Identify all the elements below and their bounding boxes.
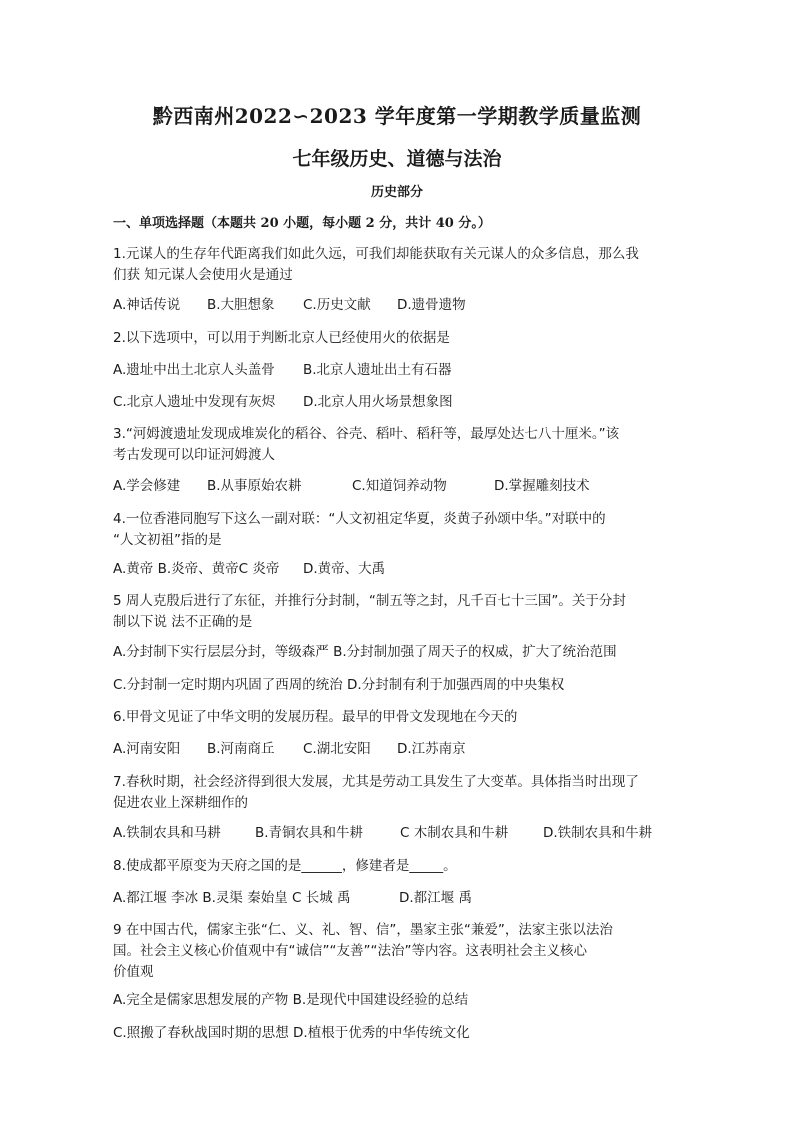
question-line: 考古发现可以印证河姆渡人 <box>113 447 275 463</box>
option-a: A.河南安阳 <box>113 741 181 757</box>
options-4 <box>113 559 693 580</box>
question-line: 9 在中国古代，儒家主张“仁、义、礼、智、信”，墨家主张“兼爱”，法家主张以法治 <box>113 922 613 938</box>
question-line: “人文初祖”指的是 <box>113 532 222 548</box>
question-line: 5 周人克殷后进行了东征，并推行分封制，“制五等之封，凡千百七十三国”。关于分封 <box>113 593 626 609</box>
option-d: D.掌握雕刻技术 <box>494 478 590 494</box>
option-a: A.遗址中出土北京人头盖骨 <box>113 362 275 378</box>
options-9 <box>113 990 693 1011</box>
question-line: 1.元谋人的生存年代距离我们如此久远，可我们却能获取有关元谋人的众多信息，那么我 <box>113 246 639 262</box>
exam-subtitle: 七年级历史、道德与法治 <box>292 148 502 170</box>
options-5b <box>113 675 693 696</box>
option-c: C.历史文献 <box>303 297 371 313</box>
option-d: D.黄帝、大禹 <box>303 561 386 577</box>
question-7 <box>113 772 693 814</box>
option-d: D.铁制农具和牛耕 <box>543 825 653 841</box>
option-c: C.北京人遗址中发现有灰烬 <box>113 394 276 410</box>
option-a: A.学会修建 <box>113 478 181 494</box>
question-5 <box>113 591 693 633</box>
question-line: 3.“河姆渡遗址发现成堆炭化的稻谷、谷壳、稻叶、稻秆等，最厚处达七八十厘米。”该 <box>113 426 620 442</box>
question-line: 促进农业上深耕细作的 <box>113 795 248 811</box>
option-b: B.大胆想象 <box>207 297 275 313</box>
option-b: B.北京人遗址出土有石器 <box>303 362 452 378</box>
question-4 <box>113 509 693 551</box>
question-1 <box>113 244 693 286</box>
option-b: B.河南商丘 <box>207 741 275 757</box>
option-d: D.遗骨遗物 <box>397 297 466 313</box>
question-line: 制以下说 法不正确的是 <box>113 614 253 630</box>
question-line: 8.使成都平原变为天府之国的是______，修建者是_____。 <box>113 858 457 874</box>
question-line: 4.一位香港同胞写下这么一副对联：“人文初祖定华夏，炎黄子孙颂中华。”对联中的 <box>113 511 606 527</box>
options-1 <box>113 295 693 316</box>
part-title: 历史部分 <box>370 185 423 200</box>
option-d: D.江苏南京 <box>397 741 466 757</box>
option-c: C.湖北安阳 <box>303 741 371 757</box>
option-b: B.从事原始农耕 <box>207 478 302 494</box>
question-line: 国。社会主义核心价值观中有“诚信”“友善”“法治”等内容。这表明社会主义核心 <box>113 943 587 959</box>
option-d: D.北京人用火场景想象图 <box>303 394 453 410</box>
option-abc: A.黄帝 B.炎帝、黄帝C 炎帝 <box>113 561 280 577</box>
option-ab: A.分封制下实行层层分封，等级森严 B.分封制加强了周天子的权威，扩大了统治范围 <box>113 644 617 660</box>
exam-title: 黔西南州2022∽2023 学年度第一学期教学质量监测 <box>152 104 642 128</box>
options-9b <box>113 1023 693 1044</box>
options-2 <box>113 360 693 381</box>
question-3 <box>113 424 693 466</box>
question-8 <box>113 856 693 877</box>
question-9 <box>113 920 693 983</box>
option-abc: A.都江堰 李冰 B.灵渠 秦始皇 C 长城 禹 <box>113 890 351 906</box>
options-7 <box>113 823 693 844</box>
option-d: D.都江堰 禹 <box>399 890 472 906</box>
question-line: 们获 知元谋人会使用火是通过 <box>113 267 293 283</box>
option-c: C.知道饲养动物 <box>352 478 447 494</box>
question-line: 价值观 <box>113 964 154 980</box>
option-cd: C.分封制一定时期内巩固了西周的统治 D.分封制有利于加强西周的中央集权 <box>113 677 565 693</box>
section-heading: 一、单项选择题（本题共 20 小题，每小题 2 分，共计 40 分。） <box>113 216 491 231</box>
option-a: A.神话传说 <box>113 297 181 313</box>
question-6 <box>113 707 693 728</box>
question-line: 7.春秋时期，社会经济得到很大发展，尤其是劳动工具发生了大变革。具体指当时出现了 <box>113 774 639 790</box>
option-cd: C.照搬了春秋战国时期的思想 D.植根于优秀的中华传统文化 <box>113 1025 470 1041</box>
option-a: A.铁制农具和马耕 <box>113 825 221 841</box>
options-5 <box>113 642 693 663</box>
option-c: C 木制农具和牛耕 <box>400 825 509 841</box>
options-6 <box>113 739 693 760</box>
options-3 <box>113 476 693 497</box>
options-8 <box>113 888 693 909</box>
options-2b <box>113 392 693 413</box>
question-line: 6.甲骨文见证了中华文明的发展历程。最早的甲骨文发现地在今天的 <box>113 709 518 725</box>
option-ab: A.完全是儒家思想发展的产物 B.是现代中国建设经验的总结 <box>113 992 469 1008</box>
option-b: B.青铜农具和牛耕 <box>255 825 364 841</box>
question-2 <box>113 328 693 349</box>
question-line: 2.以下选项中，可以用于判断北京人已经使用火的依据是 <box>113 330 450 346</box>
